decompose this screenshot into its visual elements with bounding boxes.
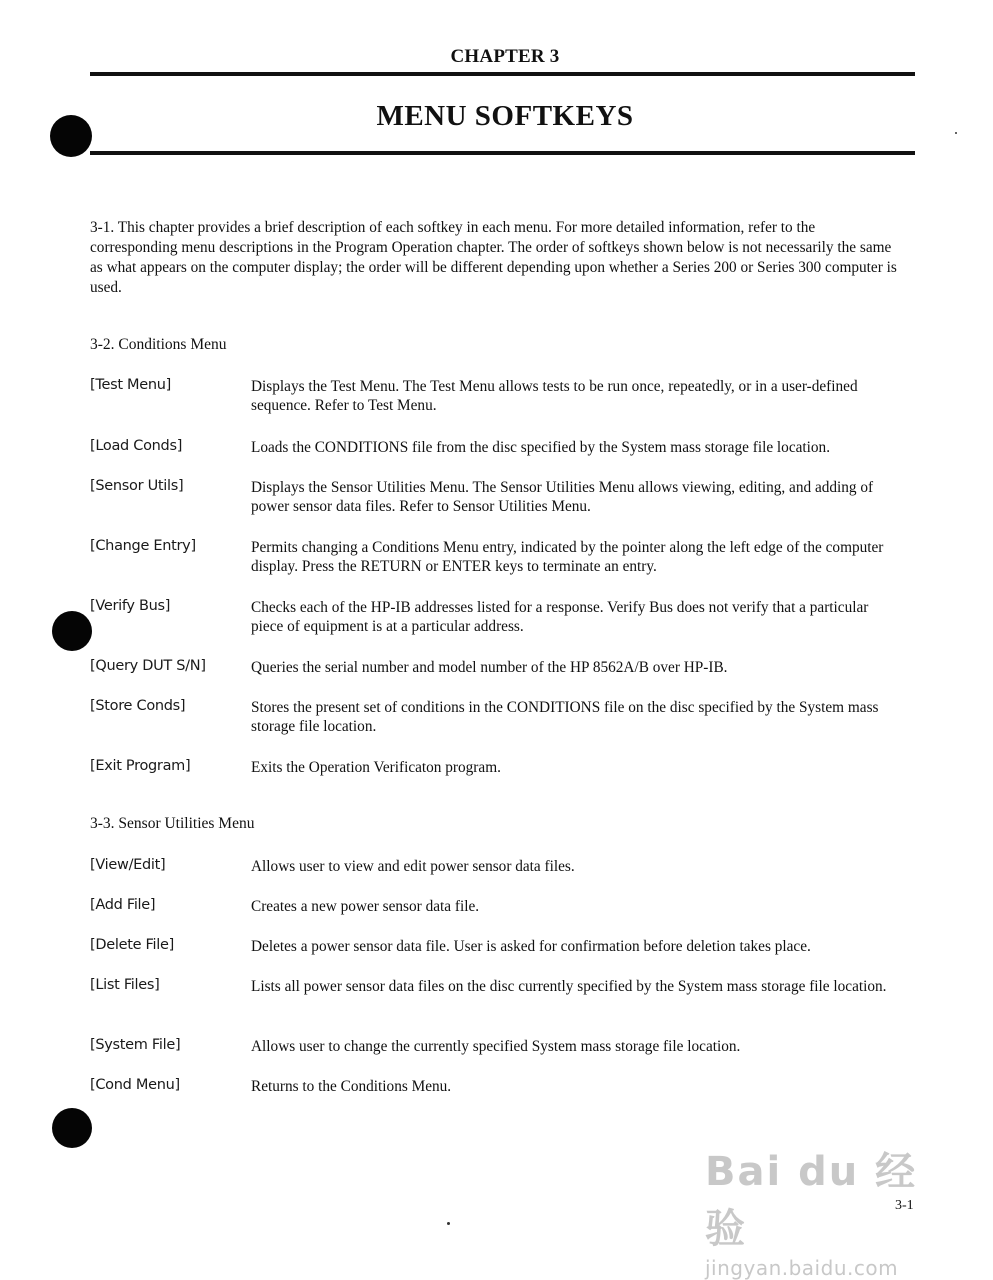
softkey-label: [Query DUT S/N] bbox=[90, 658, 206, 674]
chapter-label: CHAPTER 3 bbox=[450, 46, 560, 67]
softkey-description: Deletes a power sensor data file. User is asked for confirmation before deletion takes place. bbox=[251, 938, 811, 955]
softkey-description: Checks each of the HP-IB addresses listed for a response. Verify Bus does not verify that a particular piece of equipment is at a particular address. bbox=[251, 599, 869, 635]
page-title: MENU SOFTKEYS bbox=[376, 100, 634, 132]
page-number: 3-1 bbox=[895, 1198, 914, 1213]
softkey-label: [Verify Bus] bbox=[90, 598, 171, 614]
softkey-description: Returns to the Conditions Menu. bbox=[251, 1078, 452, 1095]
softkey-label: [Store Conds] bbox=[90, 698, 186, 714]
softkey-label: [View/Edit] bbox=[90, 857, 166, 873]
softkey-label: [Add File] bbox=[90, 897, 156, 913]
softkey-description: Exits the Operation Verificaton program. bbox=[251, 759, 501, 776]
softkey-description: Permits changing a Conditions Menu entry, indicated by the pointer along the left edge of the computer display. Press the RETURN or ENTER keys to terminate an entry. bbox=[251, 539, 884, 575]
softkey-label: [Cond Menu] bbox=[90, 1077, 180, 1093]
binder-hole-top bbox=[50, 115, 92, 157]
top-rule bbox=[90, 72, 915, 76]
softkey-description: Allows user to view and edit power sensor data files. bbox=[251, 858, 575, 875]
conditions-menu-heading: 3-2. Conditions Menu bbox=[90, 336, 227, 353]
softkey-label: [Delete File] bbox=[90, 937, 174, 953]
softkey-description: Creates a new power sensor data file. bbox=[251, 898, 480, 915]
softkey-label: [Load Conds] bbox=[90, 438, 183, 454]
softkey-description: Displays the Sensor Utilities Menu. The Sensor Utilities Menu allows viewing, editing, and adding of power sensor data files. Refer to Sensor Utilities Menu. bbox=[251, 479, 874, 515]
softkey-description: Lists all power sensor data files on the disc currently specified by the System mass storage file location. bbox=[251, 978, 887, 995]
softkey-description: Queries the serial number and model number of the HP 8562A/B over HP-IB. bbox=[251, 659, 728, 676]
binder-hole-middle bbox=[52, 611, 92, 651]
sensor-utilities-menu-heading: 3-3. Sensor Utilities Menu bbox=[90, 815, 255, 832]
watermark-logo: Bai du 经验 bbox=[705, 1149, 918, 1252]
softkey-description: Loads the CONDITIONS file from the disc specified by the System mass storage file location. bbox=[251, 439, 831, 456]
softkey-label: [Sensor Utils] bbox=[90, 478, 184, 494]
watermark-url: jingyan.baidu.com bbox=[705, 1256, 899, 1280]
intro-paragraph: 3-1. This chapter provides a brief description of each softkey in each menu. For more detailed information, refer to the corresponding menu descriptions in the Program Operation chapter. The order of softkeys shown below is not necessarily the same as what appears on the computer display; the order will be different depending upon whether a Series 200 or Series 300 computer is used. bbox=[90, 219, 897, 296]
softkey-description: Displays the Test Menu. The Test Menu allows tests to be run once, repeatedly, or in a user-defined sequence. Refer to Test Menu. bbox=[251, 378, 858, 414]
softkey-label: [List Files] bbox=[90, 977, 160, 993]
baidu-watermark bbox=[705, 1140, 935, 1280]
softkey-label: [Change Entry] bbox=[90, 538, 196, 554]
softkey-label: [Exit Program] bbox=[90, 758, 191, 774]
softkey-label: [System File] bbox=[90, 1037, 181, 1053]
binder-hole-bottom bbox=[52, 1108, 92, 1148]
scan-speck bbox=[955, 132, 957, 134]
scan-speck bbox=[447, 1222, 450, 1225]
title-rule bbox=[90, 151, 915, 155]
softkey-label: [Test Menu] bbox=[90, 377, 171, 393]
softkey-description: Stores the present set of conditions in the CONDITIONS file on the disc specified by the System mass storage file location. bbox=[251, 699, 879, 735]
softkey-description: Allows user to change the currently specified System mass storage file location. bbox=[251, 1038, 741, 1055]
